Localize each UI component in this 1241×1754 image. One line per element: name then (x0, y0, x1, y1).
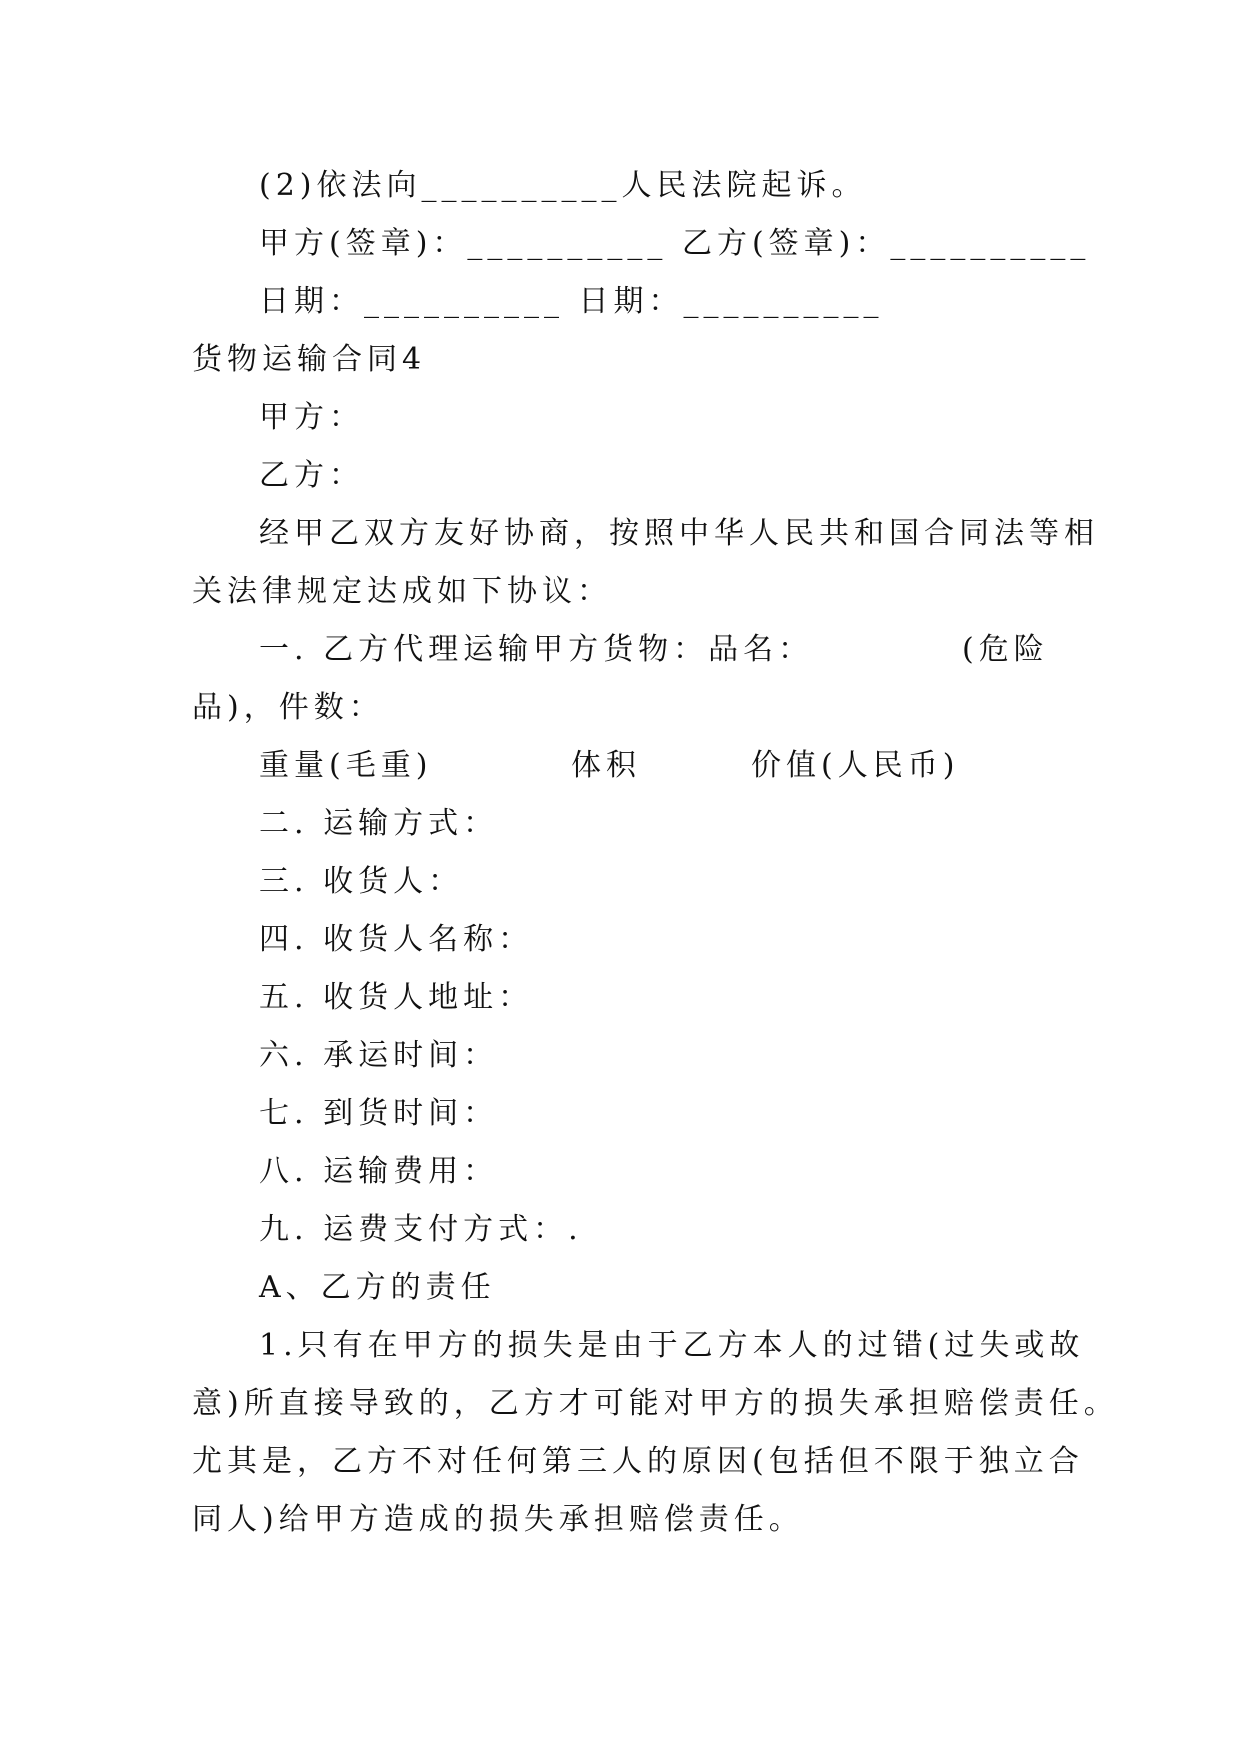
clause-1-line-2: 品)，件数： (192, 690, 384, 725)
clause-5: 五. 收货人地址： (259, 980, 534, 1015)
signature-line: 甲方(签章)：__________ 乙方(签章)：__________ (259, 226, 1091, 261)
weight-label: 重量(毛重) (259, 748, 433, 783)
clause-6: 六. 承运时间： (259, 1038, 499, 1073)
clause-9: 九. 运费支付方式：. (259, 1212, 583, 1247)
volume-label: 体积 (571, 748, 641, 783)
date-line: 日期：__________ 日期：__________ (259, 284, 884, 319)
liability-line-1: 1.只有在甲方的损失是由于乙方本人的过错(过失或故 (259, 1328, 1085, 1363)
clause-sue-court: (2)依法向__________人民法院起诉。 (259, 168, 867, 203)
clause-1-hazard-label: (危险 (962, 632, 1049, 667)
party-a-label: 甲方： (259, 400, 364, 435)
clause-2: 二. 运输方式： (259, 806, 499, 841)
liability-line-2: 意)所直接导致的，乙方才可能对甲方的损失承担赔偿责任。 (192, 1386, 1119, 1421)
section-a-heading: A、乙方的责任 (259, 1270, 496, 1305)
clause-1-line-1: 一. 乙方代理运输甲方货物：品名： (259, 632, 814, 667)
clause-8: 八. 运输费用： (259, 1154, 499, 1189)
contract-heading: 货物运输合同4 (192, 342, 427, 377)
preamble-line-2: 关法律规定达成如下协议： (192, 574, 612, 609)
liability-line-3: 尤其是，乙方不对任何第三人的原因(包括但不限于独立合 (192, 1444, 1084, 1479)
party-b-label: 乙方： (259, 458, 364, 493)
liability-line-4: 同人)给甲方造成的损失承担赔偿责任。 (192, 1502, 804, 1537)
clause-3: 三. 收货人： (259, 864, 464, 899)
clause-7: 七. 到货时间： (259, 1096, 499, 1131)
value-label: 价值(人民币) (751, 748, 960, 783)
preamble-line-1: 经甲乙双方友好协商，按照中华人民共和国合同法等相 (259, 516, 1099, 551)
clause-4: 四. 收货人名称： (259, 922, 534, 957)
